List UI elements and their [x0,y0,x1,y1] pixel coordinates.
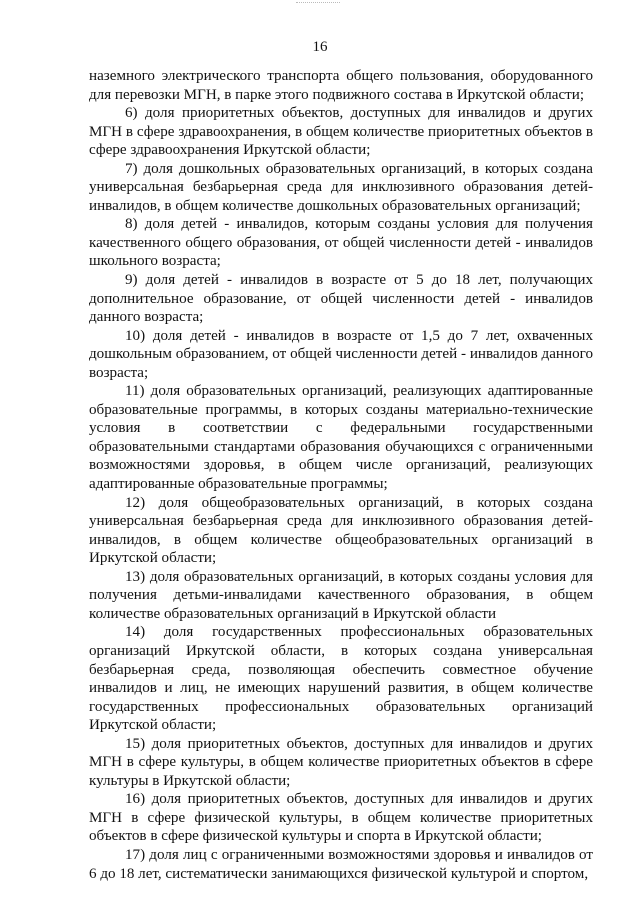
paragraph-continuation: наземного электрического транспорта общего пользования, оборудованного для перевозки МГН, в парке этого подвижного состава в Иркутской области; [89,68,593,103]
paragraph-item-9: 9) доля детей - инвалидов в возрасте от 5 до 18 лет, получающих дополнительное образование, от общей численности детей - инвалидов данного возраста; [89,272,593,326]
paragraph-item-16: 16) доля приоритетных объектов, доступных для инвалидов и других МГН в сфере физической культуры, в общем количестве приоритетных объектов в сфере физической культуры и спорта в Иркутской области; [89,791,593,845]
paragraph-item-8: 8) доля детей - инвалидов, которым созданы условия для получения качественного общего образования, от общей численности детей - инвалидов школьного возраста; [89,216,593,270]
paragraph-item-13: 13) доля образовательных организаций, в которых созданы условия для получения детьми-инвалидами качественного образования, в общем количестве образовательных организаций в Иркутской области [89,568,593,622]
paragraph-item-11: 11) доля образовательных организаций, реализующих адаптированные образовательные программы, в которых созданы материально-технические условия в соответствии с федеральными государственными образовательными стандартами образования обучающихся с ограниченными возможностями здоровья, в общем числе организаций, реализующих адаптированные образовательные программы; [89,383,593,493]
paragraph-item-10: 10) доля детей - инвалидов в возрасте от 1,5 до 7 лет, охваченных дошкольным образованием, от общей численности детей - инвалидов данного возраста; [89,327,593,381]
top-edge-mark [296,2,340,5]
page-number: 16 [312,39,328,55]
paragraph-item-14: 14) доля государственных профессиональных образовательных организаций Иркутской области, в которых создана универсальная безбарьерная среда, позволяющая обеспечить совместное обучение инвалидов и лиц, не имеющих нарушений развития, в общем количестве государственных профессиональных образовательных организаций Иркутской области; [89,624,593,734]
paragraph-item-6: 6) доля приоритетных объектов, доступных для инвалидов и других МГН в сфере здравоохранения, в общем количестве приоритетных объектов в сфере здравоохранения Иркутской области; [89,105,593,159]
paragraph-item-7: 7) доля дошкольных образовательных организаций, в которых создана универсальная безбарьерная среда для инклюзивного образования детей-инвалидов, в общем количестве дошкольных образовательных организаций; [89,160,593,214]
document-body [89,67,593,883]
paragraph-item-12: 12) доля общеобразовательных организаций, в которых создана универсальная безбарьерная среда для инклюзивного образования детей-инвалидов, в общем количестве общеобразовательных организаций в Иркутской области; [89,494,593,567]
paragraph-item-17: 17) доля лиц с ограниченными возможностями здоровья и инвалидов от 6 до 18 лет, систематически занимающихся физической культурой и спортом, [89,846,593,882]
paragraph-item-15: 15) доля приоритетных объектов, доступных для инвалидов и других МГН в сфере культуры, в общем количестве приоритетных объектов в сфере культуры в Иркутской области; [89,735,593,789]
